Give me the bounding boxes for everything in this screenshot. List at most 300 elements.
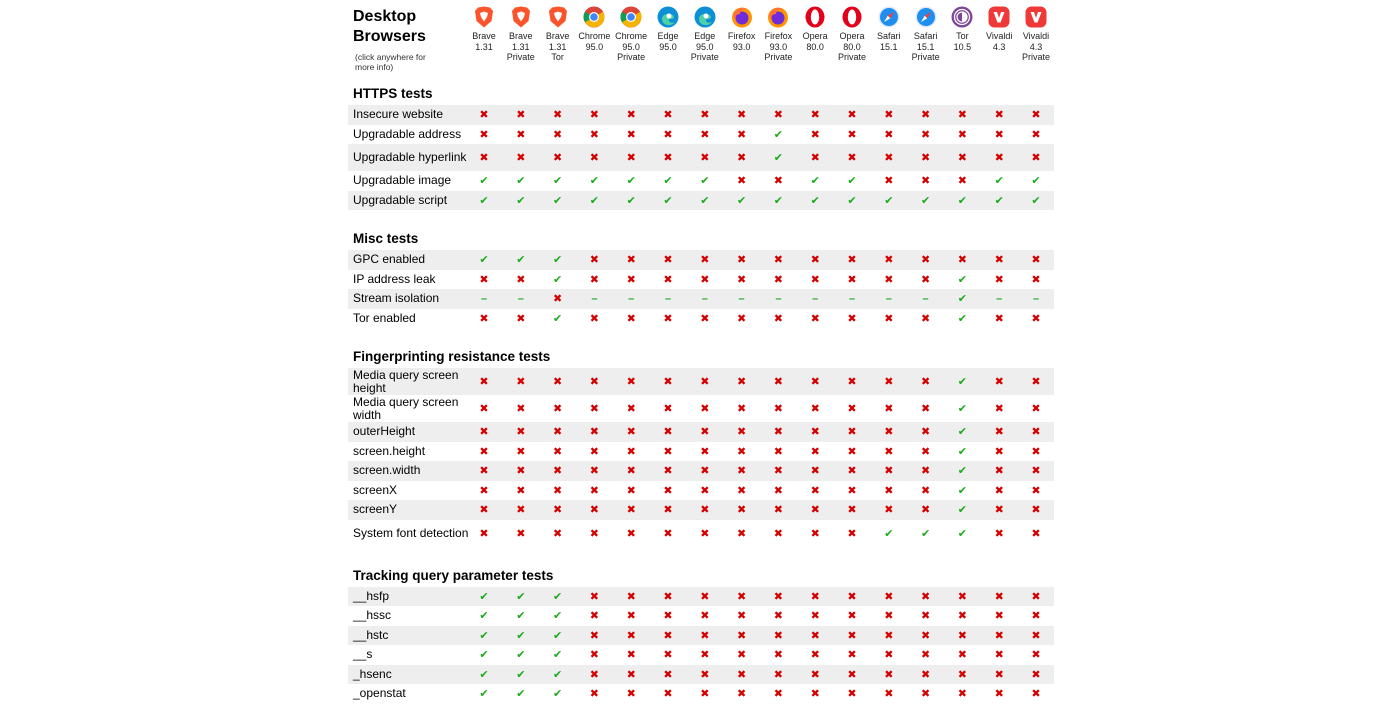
table-row[interactable]	[348, 665, 1054, 685]
cross-icon: ✖	[884, 152, 894, 164]
cross-icon: ✖	[994, 128, 1004, 141]
cross-icon: ✖	[736, 312, 747, 325]
cross-icon: ✖	[552, 426, 563, 439]
cross-icon: ✖	[884, 254, 894, 267]
cross-icon: ✖	[920, 312, 931, 325]
cross-icon: ✖	[810, 629, 820, 642]
cross-icon: ✖	[700, 610, 710, 623]
cross-icon: ✖	[810, 312, 820, 325]
cross-icon: ✖	[1031, 629, 1041, 642]
cross-icon: ✖	[552, 465, 563, 478]
cross-icon: ✖	[884, 668, 894, 681]
table-row[interactable]	[348, 289, 1054, 309]
test-label: Media query screen width	[353, 394, 459, 422]
browser-name	[760, 31, 796, 63]
cross-icon: ✖	[626, 445, 636, 458]
cross-icon: ✖	[700, 649, 710, 662]
check-icon: ✔	[994, 175, 1004, 188]
table-row[interactable]	[348, 368, 1054, 395]
cross-icon: ✖	[663, 403, 673, 415]
browser-name	[908, 31, 944, 63]
check-icon: ✔	[516, 649, 526, 662]
table-row[interactable]	[348, 626, 1054, 646]
cross-icon: ✖	[516, 273, 526, 286]
cross-icon: ✖	[663, 376, 673, 388]
check-icon: ✔	[773, 128, 783, 141]
dash-icon: –	[517, 292, 524, 305]
browser-name-line: Brave	[545, 31, 570, 41]
browser-name-line: Chrome	[578, 31, 611, 41]
cross-icon: ✖	[847, 128, 857, 141]
cross-icon: ✖	[884, 688, 894, 701]
check-icon: ✔	[516, 668, 526, 681]
chrome-icon	[619, 5, 643, 29]
table-row[interactable]	[348, 105, 1054, 125]
check-icon: ✔	[516, 629, 526, 642]
cross-icon: ✖	[884, 426, 894, 439]
cross-icon: ✖	[552, 109, 563, 122]
dash-icon: –	[591, 292, 598, 305]
cross-icon: ✖	[847, 376, 857, 388]
cross-icon: ✖	[516, 312, 526, 325]
cross-icon: ✖	[994, 527, 1004, 540]
cross-icon: ✖	[479, 273, 489, 286]
browser-column-header[interactable]	[760, 5, 796, 63]
cross-icon: ✖	[626, 688, 636, 701]
cross-icon: ✖	[920, 668, 931, 681]
check-icon: ✔	[479, 610, 489, 623]
cross-icon: ✖	[847, 610, 857, 623]
check-icon: ✔	[957, 273, 967, 286]
browser-column-header[interactable]	[613, 5, 649, 63]
cross-icon: ✖	[516, 484, 526, 497]
cross-icon: ✖	[920, 175, 931, 188]
cross-icon: ✖	[663, 273, 673, 286]
check-icon: ✔	[552, 194, 563, 207]
cross-icon: ✖	[700, 403, 710, 415]
cross-icon: ✖	[884, 445, 894, 458]
table-row[interactable]	[348, 171, 1054, 191]
cross-icon: ✖	[847, 504, 857, 517]
browser-column-header[interactable]	[466, 5, 502, 52]
cross-icon: ✖	[736, 128, 747, 141]
table-row[interactable]	[348, 645, 1054, 665]
cross-icon: ✖	[957, 128, 967, 141]
cross-icon: ✖	[626, 590, 636, 603]
cross-icon: ✖	[994, 376, 1004, 388]
browser-name	[613, 31, 649, 63]
table-row[interactable]	[348, 481, 1054, 501]
browser-column-header[interactable]	[687, 5, 723, 63]
section-title: Tracking query parameter tests	[353, 567, 554, 583]
dash-icon: –	[922, 292, 929, 305]
browser-name-line: 80.0	[843, 41, 861, 52]
browser-name-line: 80.0	[806, 41, 824, 52]
cross-icon: ✖	[920, 688, 931, 701]
comparison-table[interactable]	[348, 0, 1054, 704]
cross-icon: ✖	[920, 484, 931, 497]
cross-icon: ✖	[773, 376, 783, 388]
browser-column-header[interactable]	[1018, 5, 1054, 63]
cross-icon: ✖	[847, 484, 857, 497]
table-row[interactable]	[348, 395, 1054, 422]
browser-name-line: Private	[911, 52, 940, 62]
cross-icon: ✖	[626, 128, 636, 141]
check-icon: ✔	[920, 527, 931, 540]
section-spacer	[348, 210, 1054, 227]
cross-icon: ✖	[994, 610, 1004, 623]
test-label: screenY	[353, 502, 398, 517]
table-row[interactable]	[348, 442, 1054, 462]
browser-column-header[interactable]	[540, 5, 576, 63]
cross-icon: ✖	[626, 254, 636, 267]
test-label: screen.width	[353, 463, 421, 478]
table-row[interactable]	[348, 520, 1054, 547]
table-row[interactable]	[348, 191, 1054, 211]
cross-icon: ✖	[663, 445, 673, 458]
browser-name	[576, 31, 612, 52]
browser-column-header[interactable]	[797, 5, 833, 52]
browser-name-line: 10.5	[953, 41, 972, 52]
dash-icon: –	[664, 292, 672, 305]
cross-icon: ✖	[552, 293, 563, 306]
dash-icon: –	[775, 292, 782, 305]
cross-icon: ✖	[700, 426, 710, 439]
check-icon: ✔	[516, 175, 526, 188]
cross-icon: ✖	[810, 668, 820, 681]
browser-name-line: 1.31	[548, 41, 567, 52]
table-row[interactable]	[348, 144, 1054, 171]
browser-column-header[interactable]	[650, 5, 686, 52]
check-icon: ✔	[552, 312, 563, 325]
test-label: Tor enabled	[353, 310, 416, 325]
table-row[interactable]	[348, 250, 1054, 270]
check-icon: ✔	[700, 175, 710, 188]
cross-icon: ✖	[479, 527, 489, 540]
cross-icon: ✖	[663, 465, 673, 478]
cross-icon: ✖	[920, 445, 931, 458]
test-label: Insecure website	[353, 107, 444, 122]
cross-icon: ✖	[663, 629, 673, 642]
browser-column-header[interactable]	[576, 5, 612, 52]
check-icon: ✔	[552, 254, 563, 267]
browser-name-line: Chrome	[615, 31, 648, 41]
dash-icon: –	[848, 292, 856, 305]
cross-icon: ✖	[773, 484, 783, 497]
check-icon: ✔	[810, 175, 820, 188]
test-section	[348, 82, 1054, 227]
cross-icon: ✖	[994, 590, 1004, 603]
table-row[interactable]	[348, 461, 1054, 481]
cross-icon: ✖	[920, 254, 931, 267]
check-icon: ✔	[957, 465, 967, 478]
browser-name	[540, 31, 576, 63]
browser-name-line: Vivaldi	[1022, 31, 1050, 41]
check-icon: ✔	[479, 590, 489, 603]
check-icon: ✔	[626, 175, 636, 188]
test-label: System font detection	[353, 525, 469, 540]
cross-icon: ✖	[1031, 649, 1041, 662]
section-title: Misc tests	[353, 231, 419, 246]
cross-icon: ✖	[847, 426, 857, 439]
cross-icon: ✖	[736, 109, 747, 122]
browser-name	[650, 31, 686, 52]
table-row[interactable]	[348, 500, 1054, 520]
brave-icon	[472, 5, 496, 29]
cross-icon: ✖	[957, 688, 967, 701]
test-label: _openstat	[353, 686, 406, 701]
check-icon: ✔	[516, 194, 526, 207]
note-line: more info)	[355, 62, 394, 72]
cross-icon: ✖	[736, 590, 747, 603]
check-icon: ✔	[552, 175, 563, 188]
table-row[interactable]	[348, 422, 1054, 442]
cross-icon: ✖	[663, 649, 673, 662]
cross-icon: ✖	[773, 445, 783, 458]
cross-icon: ✖	[810, 128, 820, 141]
brave-icon	[546, 5, 570, 29]
browser-name-line: Opera	[839, 31, 865, 41]
cross-icon: ✖	[589, 668, 599, 681]
cross-icon: ✖	[663, 254, 673, 267]
cross-icon: ✖	[884, 128, 894, 141]
cross-icon: ✖	[994, 426, 1004, 439]
cross-icon: ✖	[736, 504, 747, 517]
browser-column-header[interactable]	[981, 5, 1017, 52]
cross-icon: ✖	[700, 527, 710, 540]
browser-name	[871, 31, 907, 52]
cross-icon: ✖	[479, 403, 489, 415]
browser-name	[797, 31, 833, 52]
cross-icon: ✖	[810, 403, 820, 415]
test-label: Stream isolation	[353, 291, 440, 306]
browser-name-line: 4.3	[992, 41, 1006, 52]
browser-column-header[interactable]	[944, 5, 980, 52]
cross-icon: ✖	[552, 152, 563, 164]
cross-icon: ✖	[626, 504, 636, 517]
cross-icon: ✖	[1031, 376, 1041, 388]
browser-name-line: Safari	[877, 31, 901, 41]
cross-icon: ✖	[736, 668, 747, 681]
cross-icon: ✖	[700, 273, 710, 286]
cross-icon: ✖	[479, 128, 489, 141]
cross-icon: ✖	[516, 527, 526, 540]
check-icon: ✔	[626, 194, 636, 207]
cross-icon: ✖	[884, 610, 894, 623]
check-icon: ✔	[516, 688, 526, 701]
cross-icon: ✖	[773, 426, 783, 439]
browser-name	[466, 31, 502, 52]
cross-icon: ✖	[589, 688, 599, 701]
cross-icon: ✖	[1031, 426, 1041, 439]
cross-icon: ✖	[920, 109, 931, 122]
browser-name	[834, 31, 870, 63]
cross-icon: ✖	[626, 403, 636, 415]
check-icon: ✔	[847, 175, 857, 188]
cross-icon: ✖	[626, 649, 636, 662]
cross-icon: ✖	[1031, 152, 1041, 164]
test-label: __hssc	[353, 608, 392, 623]
cross-icon: ✖	[700, 445, 710, 458]
cross-icon: ✖	[994, 688, 1004, 701]
cross-icon: ✖	[589, 254, 599, 267]
chrome-icon	[582, 5, 606, 29]
cross-icon: ✖	[773, 504, 783, 517]
browser-column-header[interactable]	[503, 5, 539, 63]
cross-icon: ✖	[663, 610, 673, 623]
check-icon: ✔	[589, 175, 599, 188]
check-icon: ✔	[957, 376, 967, 388]
cross-icon: ✖	[1031, 273, 1041, 286]
cross-icon: ✖	[994, 504, 1004, 517]
table-row[interactable]	[348, 270, 1054, 290]
section-title: Fingerprinting resistance tests	[353, 349, 551, 364]
browser-name-line: Private	[1021, 52, 1050, 62]
browser-name-line: Edge	[694, 31, 716, 41]
check-icon: ✔	[552, 273, 563, 286]
cross-icon: ✖	[589, 426, 599, 439]
cross-icon: ✖	[920, 152, 931, 164]
cross-icon: ✖	[736, 484, 747, 497]
cross-icon: ✖	[736, 465, 747, 478]
table-row[interactable]	[348, 606, 1054, 626]
cross-icon: ✖	[847, 688, 857, 701]
cross-icon: ✖	[626, 152, 636, 164]
browser-name-line: Private	[506, 52, 535, 62]
cross-icon: ✖	[736, 610, 747, 623]
table-row[interactable]	[348, 684, 1054, 704]
cross-icon: ✖	[589, 504, 599, 517]
browser-name-line: 15.1	[916, 41, 935, 52]
check-icon: ✔	[957, 426, 967, 439]
browser-column-header[interactable]	[834, 5, 870, 63]
cross-icon: ✖	[589, 109, 599, 122]
test-label: IP address leak	[353, 271, 436, 286]
cross-icon: ✖	[994, 312, 1004, 325]
check-icon: ✔	[479, 175, 489, 188]
cross-icon: ✖	[700, 465, 710, 478]
check-icon: ✔	[847, 194, 857, 207]
check-icon: ✔	[920, 194, 931, 207]
browser-name	[687, 31, 723, 63]
cross-icon: ✖	[1031, 128, 1041, 141]
cross-icon: ✖	[479, 484, 489, 497]
vivaldi-icon	[987, 5, 1011, 29]
cross-icon: ✖	[773, 527, 783, 540]
cross-icon: ✖	[663, 128, 673, 141]
cross-icon: ✖	[994, 403, 1004, 415]
cross-icon: ✖	[516, 109, 526, 122]
browser-name-line: Brave	[509, 31, 533, 41]
page-title	[353, 7, 426, 47]
firefox-icon	[730, 5, 754, 29]
cross-icon: ✖	[736, 152, 747, 164]
test-label: Upgradable image	[353, 173, 452, 188]
browser-column-header[interactable]	[871, 5, 907, 52]
check-icon: ✔	[957, 527, 967, 540]
cross-icon: ✖	[884, 403, 894, 415]
cross-icon: ✖	[847, 152, 857, 164]
cross-icon: ✖	[736, 649, 747, 662]
cross-icon: ✖	[516, 152, 526, 164]
cross-icon: ✖	[626, 273, 636, 286]
cross-icon: ✖	[663, 152, 673, 164]
cross-icon: ✖	[773, 590, 783, 603]
cross-icon: ✖	[663, 312, 673, 325]
cross-icon: ✖	[920, 273, 931, 286]
cross-icon: ✖	[589, 629, 599, 642]
table-row[interactable]	[348, 309, 1054, 329]
browser-name-line: 15.1	[880, 41, 898, 52]
cross-icon: ✖	[847, 445, 857, 458]
check-icon: ✔	[516, 254, 526, 267]
cross-icon: ✖	[847, 109, 857, 122]
cross-icon: ✖	[736, 445, 747, 458]
cross-icon: ✖	[773, 175, 783, 188]
cross-icon: ✖	[700, 128, 710, 141]
cross-icon: ✖	[920, 128, 931, 141]
test-section	[348, 227, 1054, 345]
cross-icon: ✖	[736, 376, 747, 388]
cross-icon: ✖	[773, 668, 783, 681]
cross-icon: ✖	[626, 109, 636, 122]
cross-icon: ✖	[663, 527, 673, 540]
cross-icon: ✖	[994, 484, 1004, 497]
test-label: Media query screen height	[353, 367, 459, 395]
dash-icon: –	[738, 292, 745, 305]
cross-icon: ✖	[957, 610, 967, 623]
browser-name-line: 95.0	[696, 41, 714, 52]
cross-icon: ✖	[663, 590, 673, 603]
cross-icon: ✖	[847, 403, 857, 415]
check-icon: ✔	[552, 629, 563, 642]
cross-icon: ✖	[736, 426, 747, 439]
test-label: __s	[353, 647, 373, 662]
cross-icon: ✖	[700, 484, 710, 497]
cross-icon: ✖	[552, 527, 563, 540]
cross-icon: ✖	[773, 649, 783, 662]
test-label: __hsfp	[353, 588, 390, 603]
browser-name-line: 1.31	[512, 41, 530, 52]
cross-icon: ✖	[589, 152, 599, 164]
dash-icon: –	[1032, 292, 1040, 305]
table-row[interactable]	[348, 587, 1054, 607]
cross-icon: ✖	[589, 590, 599, 603]
check-icon: ✔	[700, 194, 710, 207]
cross-icon: ✖	[884, 590, 894, 603]
cross-icon: ✖	[773, 610, 783, 623]
check-icon: ✔	[479, 194, 489, 207]
cross-icon: ✖	[479, 426, 489, 439]
browser-name-line: Safari	[913, 31, 938, 41]
check-icon: ✔	[479, 254, 489, 267]
dash-icon: –	[480, 292, 488, 305]
cross-icon: ✖	[847, 590, 857, 603]
vivaldi-icon	[1024, 5, 1048, 29]
browser-column-header[interactable]	[908, 5, 944, 63]
cross-icon: ✖	[810, 527, 820, 540]
cross-icon: ✖	[884, 465, 894, 478]
cross-icon: ✖	[700, 312, 710, 325]
browser-name-line: Opera	[802, 31, 828, 41]
cross-icon: ✖	[1031, 254, 1041, 267]
test-label: _hsenc	[353, 666, 392, 681]
cross-icon: ✖	[626, 312, 636, 325]
test-label: Upgradable hyperlink	[353, 150, 467, 164]
cross-icon: ✖	[516, 504, 526, 517]
browser-column-header[interactable]	[724, 5, 760, 52]
table-row[interactable]	[348, 125, 1054, 145]
